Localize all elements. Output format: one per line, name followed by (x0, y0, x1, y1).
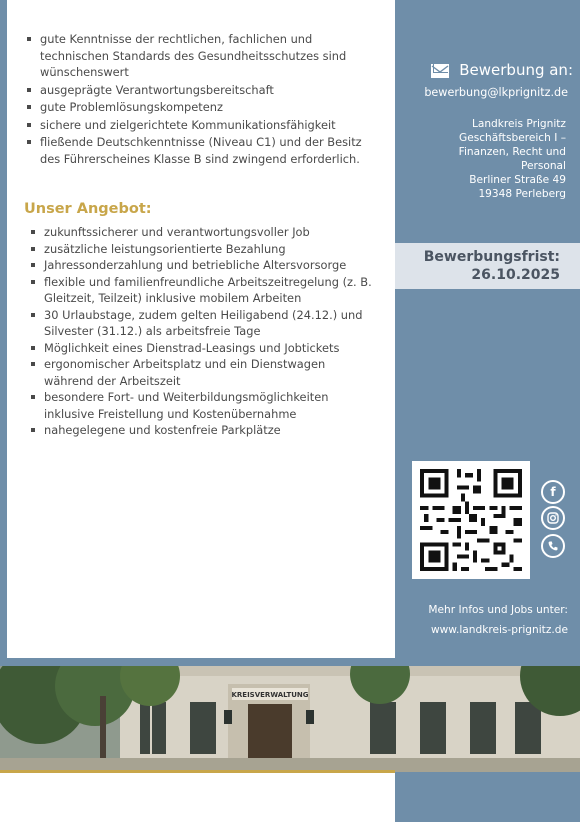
list-item: 30 Urlaubstage, zudem gelten Heiligabend (24.12.) und Silvester (31.12.) als arbeitsfreie Tage (28, 307, 378, 340)
address-line: Landkreis Prignitz (471, 118, 566, 130)
apply-heading-text: Bewerbung an: (459, 61, 573, 79)
list-item: gute Problemlösungskompetenz (24, 99, 384, 116)
list-item: nahegelegene und kostenfreie Parkplätze (28, 422, 378, 439)
list-item: zukunftssicherer und verantwortungsvoller Job (28, 224, 378, 241)
postal-address (420, 117, 566, 201)
more-info-label: Mehr Infos und Jobs unter: (428, 604, 568, 616)
list-item: besondere Fort- und Weiterbildungsmöglichkeiten inklusive Freistellung und Kostenübernahme (28, 389, 378, 422)
facebook-icon[interactable]: f (541, 480, 565, 504)
deadline-label: Bewerbungsfrist: (423, 249, 560, 265)
building-sign: KREISVERWALTUNG (231, 691, 309, 699)
requirements-list (24, 31, 384, 168)
list-item: Jahressonderzahlung und betriebliche Altersvorsorge (28, 257, 378, 274)
instagram-icon[interactable] (541, 506, 565, 530)
email-link[interactable]: bewerbung@lkprignitz.de (424, 86, 568, 99)
offer-list (28, 224, 378, 439)
list-item: ergonomischer Arbeitsplatz und ein Dienstwagen während der Arbeitszeit (28, 356, 378, 389)
list-item: sichere und zielgerichtete Kommunikationsfähigkeit (24, 117, 384, 134)
envelope-icon (431, 64, 449, 77)
list-item: ausgeprägte Verantwortungsbereitschaft (24, 82, 384, 99)
list-item: gute Kenntnisse der rechtlichen, fachlichen und technischen Standards des Gesundheitsschutzes sind wünschenswert (24, 31, 384, 81)
website-link[interactable]: www.landkreis-prignitz.de (430, 624, 568, 636)
address-line: Berliner Straße 49 (469, 174, 566, 186)
phone-icon[interactable] (541, 534, 565, 558)
deadline-date: 26.10.2025 (471, 267, 560, 283)
address-line: Geschäftsbereich I – (458, 132, 566, 144)
list-item: zusätzliche leistungsorientierte Bezahlung (28, 241, 378, 258)
deadline-box (395, 243, 580, 289)
list-item: Möglichkeit eines Dienstrad-Leasings und Jobtickets (28, 340, 378, 357)
offer-heading: Unser Angebot: (24, 201, 152, 217)
list-item: fließende Deutschkenntnisse (Niveau C1) und der Besitz des Führerscheines Klasse B sind zwingend erforderlich. (24, 134, 384, 167)
footer-white-band (0, 773, 395, 822)
building-photo (0, 666, 580, 772)
address-line: Finanzen, Recht und (458, 146, 566, 158)
qr-code[interactable] (412, 461, 530, 579)
apply-heading (408, 61, 573, 79)
address-line: Personal (520, 160, 566, 172)
list-item: flexible und familienfreundliche Arbeitszeitregelung (z. B. Gleitzeit, Teilzeit) inklusive mobilem Arbeiten (28, 274, 378, 307)
address-line: 19348 Perleberg (478, 188, 566, 200)
